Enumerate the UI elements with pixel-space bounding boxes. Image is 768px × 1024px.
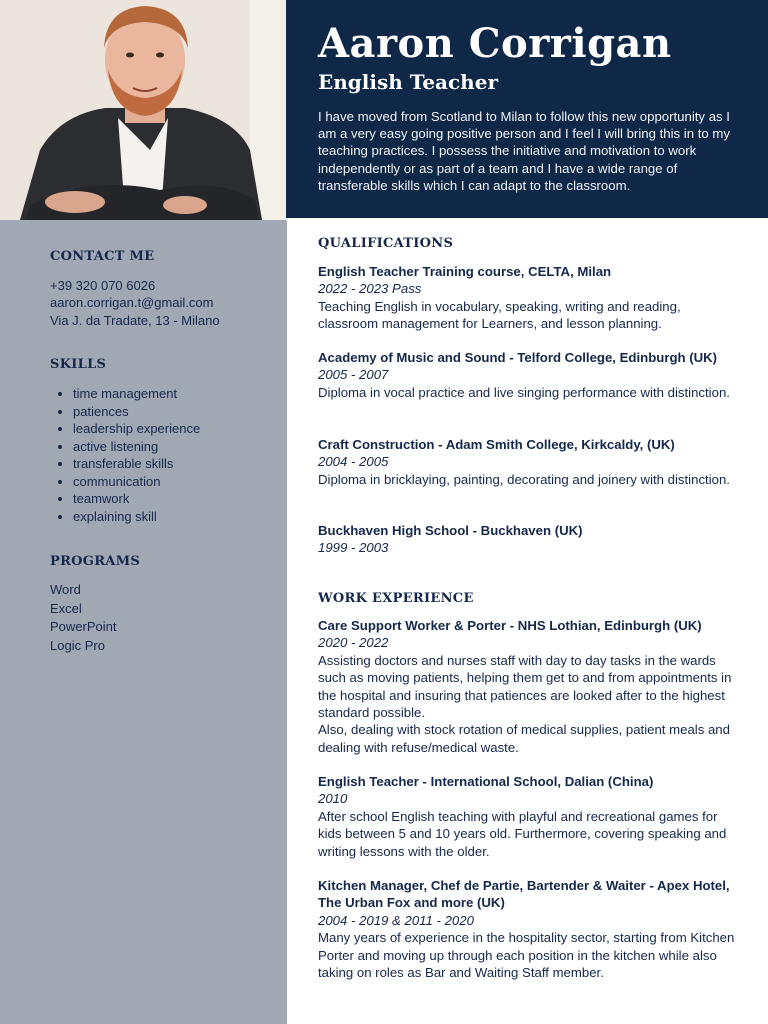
candidate-name: Aaron Corrigan: [318, 20, 672, 67]
qualification-entry: [318, 263, 738, 333]
skill-item: • transferable skills: [73, 455, 200, 473]
qualification-desc: Teaching English in vocabulary, speaking, writing and reading, classroom management for Learners, and lesson planning.: [318, 298, 681, 332]
work-desc-extra: Also, dealing with stock rotation of medical supplies, patient meals and dealing with refuse/medical waste.: [318, 722, 730, 755]
work-desc: After school English teaching with playful and recreational games for kids between 5 and 10 years old. Furthermore, covering speaking and writing lessons with the older.: [318, 808, 727, 859]
intro-paragraph: I have moved from Scotland to Milan to follow this new opportunity as I am a very easy going positive person and I feel I will bring this in to my teaching practices. I possess the initiative and motivation to work independently or as part of a team and I have a wide range of transferable skills which I can adapt to the classroom.: [318, 109, 730, 193]
work-desc: Assisting doctors and nurses staff with day to day tasks in the wards such as moving patients, helping them get to and from appointments in the hospital and insuring that patiences are looked after to the highest standard possible.: [318, 652, 732, 721]
skill-item: • leadership experience: [73, 420, 200, 438]
qualification-title: Academy of Music and Sound - Telford College, Edinburgh (UK): [318, 350, 718, 365]
program-item: Logic Pro: [50, 637, 105, 653]
profile-photo: [0, 0, 286, 220]
qualification-entry: [318, 522, 738, 557]
work-title: Care Support Worker & Porter - NHS Lothian, Edinburgh (UK): [318, 618, 702, 633]
header-banner: [286, 0, 768, 218]
contact-phone: +39 320 070 6026: [50, 278, 156, 293]
contact-address: Via J. da Tradate, 13 - Milano: [50, 312, 220, 328]
qualification-date: 2022 - 2023 Pass: [318, 281, 422, 297]
work-date: 2020 - 2022: [318, 635, 389, 651]
skill-item: • communication: [73, 473, 200, 491]
qualification-desc: Diploma in vocal practice and live singing performance with distinction.: [318, 384, 730, 400]
qualification-entry: [318, 349, 738, 401]
skills-list: [50, 385, 200, 525]
contact-heading: CONTACT ME: [50, 249, 155, 264]
skill-item: • active listening: [73, 438, 200, 456]
profile-photo-illustration: [0, 0, 286, 220]
work-title: English Teacher - International School, Dalian (China): [318, 774, 654, 789]
work-entry: [318, 773, 738, 860]
work-title: Kitchen Manager, Chef de Partie, Bartender & Waiter - Apex Hotel, The Urban Fox and more (UK): [318, 878, 730, 911]
qualification-title: English Teacher Training course, CELTA, Milan: [318, 264, 612, 279]
programs-list: [50, 581, 116, 655]
contact-email: aaron.corrigan.t@gmail.com: [50, 295, 214, 311]
qualification-date: 2004 - 2005: [318, 454, 389, 470]
work-entry: [318, 617, 738, 756]
program-item: Word: [50, 582, 81, 597]
qualification-entry: [318, 436, 738, 488]
skill-item: • teamwork: [73, 490, 200, 508]
work-experience-heading: WORK EXPERIENCE: [318, 591, 474, 606]
program-item: Excel: [50, 600, 82, 616]
qualifications-heading: QUALIFICATIONS: [318, 236, 454, 251]
work-date: 2004 - 2019 & 2011 - 2020: [318, 912, 474, 928]
contact-details: [50, 277, 220, 329]
qualification-title: Buckhaven High School - Buckhaven (UK): [318, 523, 583, 538]
skills-heading: SKILLS: [50, 357, 107, 372]
program-item: PowerPoint: [50, 619, 117, 634]
skill-item: • explaining skill: [73, 508, 200, 526]
qualification-date: 1999 - 2003: [318, 540, 389, 556]
candidate-role: English Teacher: [318, 70, 498, 94]
skill-item: • patiences: [73, 403, 200, 421]
qualification-title: Craft Construction - Adam Smith College, Kirkcaldy, (UK): [318, 437, 675, 452]
work-date: 2010: [318, 791, 348, 807]
programs-heading: PROGRAMS: [50, 554, 141, 569]
work-desc: Many years of experience in the hospitality sector, starting from Kitchen Porter and moving up through each position in the kitchen while also taking on roles as Bar and Waiting Staff member.: [318, 930, 735, 981]
sidebar: [0, 220, 287, 1024]
qualification-desc: Diploma in bricklaying, painting, decorating and joinery with distinction.: [318, 471, 730, 487]
work-entry: [318, 877, 738, 981]
qualification-date: 2005 - 2007: [318, 367, 389, 383]
skill-item: • time management: [73, 385, 200, 403]
